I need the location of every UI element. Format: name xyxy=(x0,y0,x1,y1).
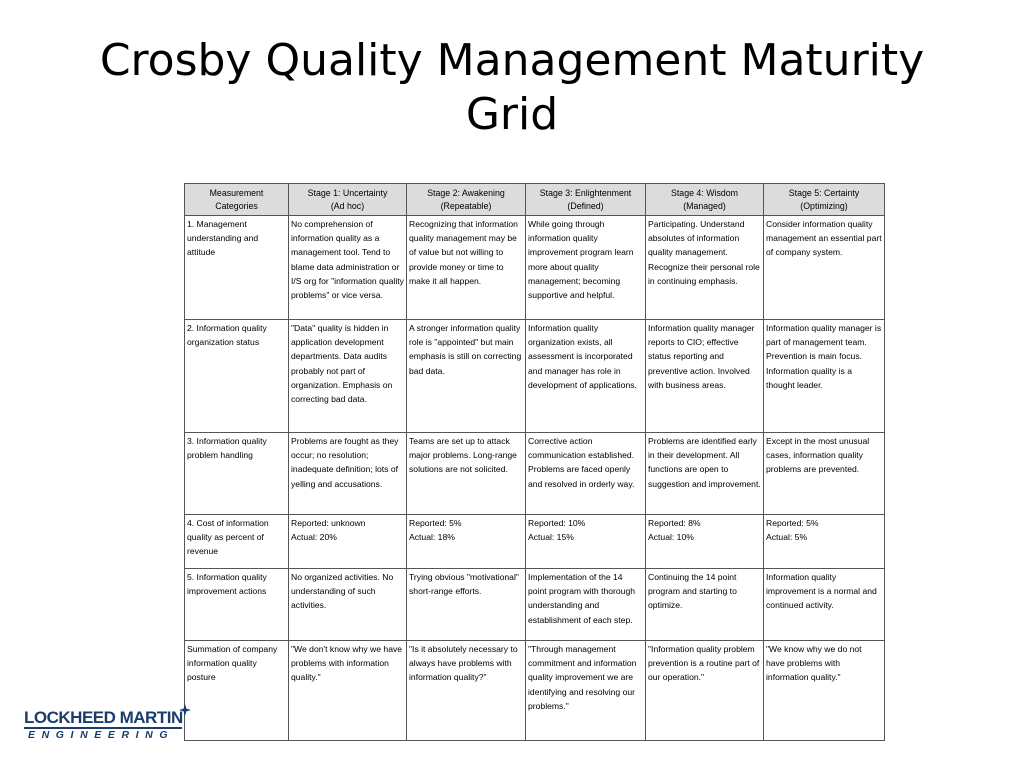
table-cell: Problems are fought as they occur; no resolution; inadequate definition; lots of yelling and accusations. xyxy=(289,433,407,515)
table-cell: Teams are set up to attack major problems. Long-range solutions are not solicited. xyxy=(407,433,526,515)
table-row xyxy=(185,433,885,515)
header-cell-stage-5: Stage 5: Certainty (Optimizing) xyxy=(764,184,885,216)
header-cell-categories: Measurement Categories xyxy=(185,184,289,216)
slide-title xyxy=(0,34,1024,142)
table-cell: Information quality improvement is a normal and continued activity. xyxy=(764,569,885,641)
logo-subtitle: ENGINEERING xyxy=(28,729,175,741)
table-cell: "We know why we do not have problems with information quality." xyxy=(764,641,885,741)
table-cell: Reported: 5% Actual: 5% xyxy=(764,515,885,569)
table-cell: "Through management commitment and information quality improvement we are identifying and resolving our problems." xyxy=(526,641,646,741)
table-cell: Information quality manager reports to CIO; effective status reporting and preventive action. Involved with business areas. xyxy=(646,320,764,433)
logo-wordmark: LOCKHEED MARTIN xyxy=(24,708,183,727)
table-cell: Continuing the 14 point program and starting to optimize. xyxy=(646,569,764,641)
table-cell: Reported: unknown Actual: 20% xyxy=(289,515,407,569)
table-cell: Implementation of the 14 point program with thorough understanding and establishment of each step. xyxy=(526,569,646,641)
header-cell-stage-1: Stage 1: Uncertainty (Ad hoc) xyxy=(289,184,407,216)
slide-title-line-2: Grid xyxy=(465,89,559,140)
row-category-cell: 3. Information quality problem handling xyxy=(185,433,289,515)
header-cell-stage-2: Stage 2: Awakening (Repeatable) xyxy=(407,184,526,216)
star-icon xyxy=(179,704,191,716)
header-row xyxy=(185,184,885,216)
table-row xyxy=(185,569,885,641)
row-category-cell: 4. Cost of information quality as percent of revenue xyxy=(185,515,289,569)
table-cell: "Is it absolutely necessary to always have problems with information quality?" xyxy=(407,641,526,741)
table-cell: Problems are identified early in their development. All functions are open to suggestion and improvement. xyxy=(646,433,764,515)
table-cell: Reported: 10% Actual: 15% xyxy=(526,515,646,569)
table-cell: Reported: 5% Actual: 18% xyxy=(407,515,526,569)
table-cell: Information quality manager is part of management team. Prevention is main focus. Information quality is a thought leader. xyxy=(764,320,885,433)
table-cell: No organized activities. No understanding of such activities. xyxy=(289,569,407,641)
table-cell: Corrective action communication established. Problems are faced openly and resolved in orderly way. xyxy=(526,433,646,515)
table-cell: Except in the most unusual cases, information quality problems are prevented. xyxy=(764,433,885,515)
lockheed-martin-logo xyxy=(24,708,189,746)
table-cell: Information quality organization exists, all assessment is incorporated and manager has role in development of applications. xyxy=(526,320,646,433)
table-row xyxy=(185,515,885,569)
maturity-grid xyxy=(184,183,884,741)
table-cell: "Information quality problem prevention is a routine part of our operation." xyxy=(646,641,764,741)
header-cell-stage-4: Stage 4: Wisdom (Managed) xyxy=(646,184,764,216)
table-cell: While going through information quality improvement program learn more about quality management; becoming supportive and helpful. xyxy=(526,216,646,320)
table-cell: "We don't know why we have problems with information quality." xyxy=(289,641,407,741)
table-cell: "Data" quality is hidden in application development departments. Data audits probably not part of organization. Emphasis on correcting bad data. xyxy=(289,320,407,433)
maturity-grid-table xyxy=(184,183,885,741)
row-category-cell: 5. Information quality improvement actions xyxy=(185,569,289,641)
table-cell: Consider information quality management an essential part of company system. xyxy=(764,216,885,320)
slide-title-line-1: Crosby Quality Management Maturity xyxy=(99,35,925,86)
table-cell: No comprehension of information quality as a management tool. Tend to blame data administration or I/S org for "information quality problems" or vice versa. xyxy=(289,216,407,320)
table-row xyxy=(185,320,885,433)
row-category-cell: 2. Information quality organization status xyxy=(185,320,289,433)
row-category-cell: Summation of company information quality posture xyxy=(185,641,289,741)
table-cell: Reported: 8% Actual: 10% xyxy=(646,515,764,569)
table-cell: Participating. Understand absolutes of information quality management. Recognize their personal role in continuing emphasis. xyxy=(646,216,764,320)
table-cell: Recognizing that information quality management may be of value but not willing to provide money or time to make it all happen. xyxy=(407,216,526,320)
table-cell: Trying obvious "motivational" short-range efforts. xyxy=(407,569,526,641)
header-cell-stage-3: Stage 3: Enlightenment (Defined) xyxy=(526,184,646,216)
row-category-cell: 1. Management understanding and attitude xyxy=(185,216,289,320)
table-row xyxy=(185,216,885,320)
table-cell: A stronger information quality role is "appointed" but main emphasis is still on correcting bad data. xyxy=(407,320,526,433)
table-row xyxy=(185,641,885,741)
